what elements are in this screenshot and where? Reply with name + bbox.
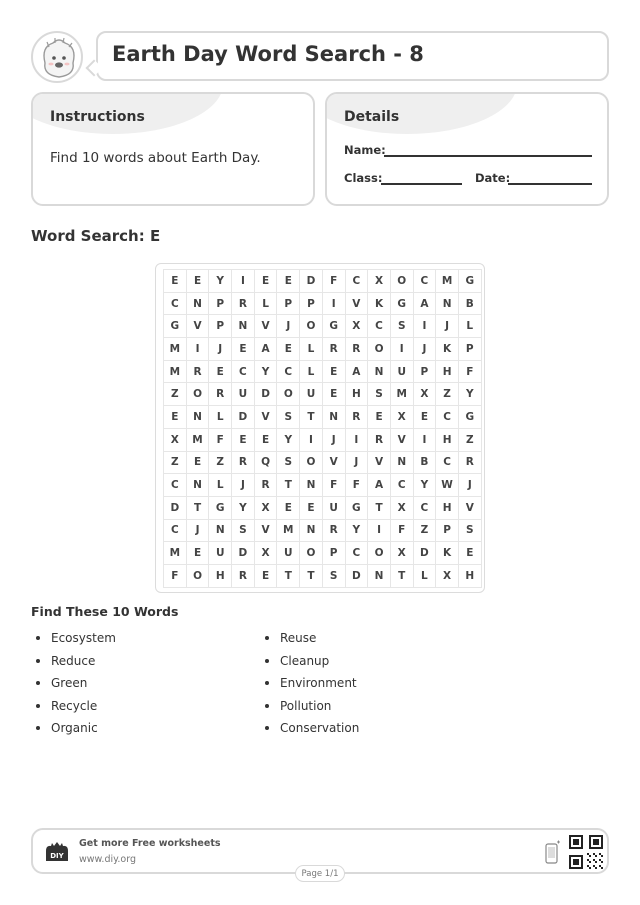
grid-cell[interactable]: J (436, 315, 459, 338)
grid-cell[interactable]: N (391, 452, 414, 475)
word-search-board (155, 263, 485, 593)
grid-cell[interactable]: V (368, 452, 391, 475)
word-label: Cleanup (280, 653, 330, 668)
grid-cell[interactable]: P (414, 361, 437, 384)
word-list-item (31, 627, 116, 650)
grid-cell[interactable]: C (391, 474, 414, 497)
grid-cell[interactable]: P (277, 293, 300, 316)
grid-cell[interactable]: Z (436, 383, 459, 406)
grid-cell[interactable]: I (346, 429, 369, 452)
grid-cell[interactable]: E (414, 406, 437, 429)
grid-cell[interactable]: V (323, 452, 346, 475)
grid-cell[interactable]: I (232, 270, 255, 293)
grid-cell[interactable]: X (255, 542, 278, 565)
class-label: Class: (344, 171, 383, 185)
grid-cell[interactable]: I (323, 293, 346, 316)
grid-cell[interactable]: H (459, 565, 482, 588)
class-field[interactable] (381, 183, 462, 185)
word-list-item (260, 650, 359, 673)
grid-cell[interactable]: L (255, 293, 278, 316)
grid-cell[interactable]: C (277, 361, 300, 384)
details-heading: Details (344, 109, 400, 125)
word-label: Organic (51, 721, 98, 736)
grid-cell[interactable]: Y (255, 361, 278, 384)
bullet-icon (36, 726, 40, 730)
grid-cell[interactable]: N (187, 293, 210, 316)
grid-cell[interactable]: G (459, 270, 482, 293)
grid-cell[interactable]: J (187, 520, 210, 543)
grid-cell[interactable]: C (368, 315, 391, 338)
diy-logo-icon[interactable] (43, 839, 71, 867)
grid-cell[interactable]: C (346, 542, 369, 565)
grid-cell[interactable]: R (255, 474, 278, 497)
grid-cell[interactable]: E (164, 270, 187, 293)
grid-cell[interactable]: X (391, 406, 414, 429)
word-list-item (260, 695, 359, 718)
grid-cell[interactable]: D (164, 497, 187, 520)
grid-cell[interactable]: C (436, 452, 459, 475)
word-list-item (260, 717, 359, 740)
grid-cell[interactable]: U (232, 383, 255, 406)
grid-cell[interactable]: E (232, 338, 255, 361)
words-heading: Find These 10 Words (31, 604, 179, 619)
grid-cell[interactable]: M (436, 270, 459, 293)
grid-cell[interactable]: L (209, 406, 232, 429)
grid-cell[interactable]: D (346, 565, 369, 588)
grid-cell[interactable]: M (277, 520, 300, 543)
grid-cell[interactable]: Y (459, 383, 482, 406)
mascot-avatar (31, 31, 83, 83)
word-label: Pollution (280, 698, 332, 713)
grid-cell[interactable]: O (187, 565, 210, 588)
grid-cell[interactable]: P (300, 293, 323, 316)
grid-cell[interactable]: H (436, 497, 459, 520)
grid-cell[interactable]: V (346, 293, 369, 316)
grid-cell[interactable]: D (232, 406, 255, 429)
grid-cell[interactable]: Z (164, 452, 187, 475)
grid-cell[interactable]: C (414, 270, 437, 293)
phone-icon (543, 840, 561, 866)
grid-cell[interactable]: G (209, 497, 232, 520)
grid-cell[interactable]: Z (209, 452, 232, 475)
grid-cell[interactable]: R (232, 565, 255, 588)
grid-cell[interactable]: E (323, 383, 346, 406)
word-label: Reuse (280, 631, 317, 646)
grid-cell[interactable]: P (436, 520, 459, 543)
grid-cell[interactable]: E (187, 270, 210, 293)
grid-cell[interactable]: E (277, 497, 300, 520)
grid-cell[interactable]: A (414, 293, 437, 316)
bullet-icon (265, 681, 269, 685)
grid-cell[interactable]: B (414, 452, 437, 475)
grid-cell[interactable]: O (391, 270, 414, 293)
grid-cell[interactable]: T (391, 565, 414, 588)
grid-cell[interactable]: U (300, 383, 323, 406)
grid-cell[interactable]: F (323, 474, 346, 497)
grid-cell[interactable]: J (346, 452, 369, 475)
grid-cell[interactable]: O (300, 315, 323, 338)
grid-cell[interactable]: P (209, 315, 232, 338)
grid-cell[interactable]: J (232, 474, 255, 497)
grid-cell[interactable]: J (323, 429, 346, 452)
grid-cell[interactable]: W (436, 474, 459, 497)
grid-cell[interactable]: C (232, 361, 255, 384)
grid-cell[interactable]: T (300, 565, 323, 588)
grid-cell[interactable]: E (164, 406, 187, 429)
word-list-item (260, 672, 359, 695)
grid-cell[interactable]: K (436, 338, 459, 361)
grid-cell[interactable]: U (209, 542, 232, 565)
grid-cell[interactable]: U (323, 497, 346, 520)
grid-cell[interactable]: D (232, 542, 255, 565)
grid-cell[interactable]: R (232, 452, 255, 475)
grid-cell[interactable]: D (300, 270, 323, 293)
grid-cell[interactable]: E (187, 452, 210, 475)
word-list-right (260, 627, 359, 740)
word-label: Reduce (51, 653, 96, 668)
grid-cell[interactable]: Y (209, 270, 232, 293)
grid-cell[interactable]: O (368, 338, 391, 361)
grid-cell[interactable]: G (391, 293, 414, 316)
grid-cell[interactable]: K (436, 542, 459, 565)
grid-cell[interactable]: E (209, 361, 232, 384)
word-list-item (31, 650, 116, 673)
grid-cell[interactable]: L (300, 361, 323, 384)
grid-cell[interactable]: J (459, 474, 482, 497)
grid-cell[interactable]: X (436, 565, 459, 588)
bullet-icon (265, 704, 269, 708)
puzzle-heading: Word Search: E (31, 227, 161, 245)
grid-cell[interactable]: T (187, 497, 210, 520)
bullet-icon (36, 636, 40, 640)
grid-cell[interactable]: I (187, 338, 210, 361)
grid-cell[interactable]: E (255, 429, 278, 452)
grid-cell[interactable]: R (187, 361, 210, 384)
date-field[interactable] (508, 183, 592, 185)
grid-cell[interactable]: Y (232, 497, 255, 520)
grid-cell[interactable]: S (368, 383, 391, 406)
grid-cell[interactable]: M (164, 338, 187, 361)
grid-cell[interactable]: L (459, 315, 482, 338)
grid-cell[interactable]: F (323, 270, 346, 293)
grid-cell[interactable]: H (436, 429, 459, 452)
name-label: Name: (344, 143, 386, 157)
grid-cell[interactable]: N (368, 361, 391, 384)
grid-cell[interactable]: E (459, 542, 482, 565)
grid-cell[interactable]: N (323, 406, 346, 429)
grid-cell[interactable]: C (164, 293, 187, 316)
grid-cell[interactable]: S (459, 520, 482, 543)
word-label: Ecosystem (51, 631, 116, 646)
footer-url[interactable]: www.diy.org (79, 854, 136, 865)
grid-cell[interactable]: L (414, 565, 437, 588)
grid-cell[interactable]: V (459, 497, 482, 520)
grid-cell[interactable]: C (414, 497, 437, 520)
grid-cell[interactable]: F (459, 361, 482, 384)
grid-cell[interactable]: A (255, 338, 278, 361)
grid-cell[interactable]: N (209, 520, 232, 543)
bullet-icon (36, 704, 40, 708)
grid-cell[interactable]: V (255, 520, 278, 543)
word-list-item (31, 672, 116, 695)
word-label: Conservation (280, 721, 360, 736)
grid-cell[interactable]: S (232, 520, 255, 543)
grid-cell[interactable]: F (164, 565, 187, 588)
grid-cell[interactable]: R (346, 406, 369, 429)
grid-cell[interactable]: C (164, 520, 187, 543)
bullet-icon (36, 659, 40, 663)
grid-cell[interactable]: G (459, 406, 482, 429)
grid-cell[interactable]: M (391, 383, 414, 406)
grid-cell[interactable]: J (277, 315, 300, 338)
grid-cell[interactable]: V (255, 406, 278, 429)
grid-cell[interactable]: X (368, 270, 391, 293)
grid-cell[interactable]: X (164, 429, 187, 452)
grid-cell[interactable]: Y (346, 520, 369, 543)
grid-cell[interactable]: O (277, 383, 300, 406)
grid-cell[interactable]: E (255, 565, 278, 588)
grid-cell[interactable]: X (255, 497, 278, 520)
grid-cell[interactable]: T (300, 406, 323, 429)
grid-cell[interactable]: K (368, 293, 391, 316)
grid-cell[interactable]: S (277, 406, 300, 429)
grid-cell[interactable]: N (232, 315, 255, 338)
grid-cell[interactable]: F (391, 520, 414, 543)
grid-cell[interactable]: E (323, 361, 346, 384)
grid-cell[interactable]: E (187, 542, 210, 565)
footer-promo: Get more Free worksheets (79, 838, 221, 849)
word-list-item (31, 695, 116, 718)
instructions-text: Find 10 words about Earth Day. (50, 150, 261, 166)
grid-cell[interactable]: A (368, 474, 391, 497)
title-banner (96, 31, 609, 81)
grid-cell[interactable]: O (368, 542, 391, 565)
grid-cell[interactable]: T (277, 474, 300, 497)
page-indicator: Page 1/1 (295, 865, 345, 882)
grid-cell[interactable]: Q (255, 452, 278, 475)
grid-cell[interactable]: E (300, 497, 323, 520)
grid-cell[interactable]: G (164, 315, 187, 338)
grid-cell[interactable]: C (164, 474, 187, 497)
grid-cell[interactable]: E (255, 270, 278, 293)
grid-cell[interactable]: O (300, 542, 323, 565)
grid-cell[interactable]: D (414, 542, 437, 565)
date-label: Date: (475, 171, 511, 185)
word-list-left (31, 627, 116, 740)
grid-cell[interactable]: Z (164, 383, 187, 406)
page-title: Earth Day Word Search - 8 (112, 42, 424, 66)
bullet-icon (265, 659, 269, 663)
letter-grid (163, 269, 482, 588)
grid-cell[interactable]: L (209, 474, 232, 497)
grid-cell[interactable]: E (232, 429, 255, 452)
grid-cell[interactable]: G (346, 497, 369, 520)
word-list-item (260, 627, 359, 650)
grid-cell[interactable]: N (187, 474, 210, 497)
grid-cell[interactable]: I (414, 315, 437, 338)
grid-cell[interactable]: H (436, 361, 459, 384)
grid-cell[interactable]: R (346, 338, 369, 361)
grid-cell[interactable]: N (300, 520, 323, 543)
grid-cell[interactable]: I (391, 338, 414, 361)
grid-cell[interactable]: Y (414, 474, 437, 497)
grid-cell[interactable]: E (368, 406, 391, 429)
grid-cell[interactable]: J (209, 338, 232, 361)
grid-cell[interactable]: I (300, 429, 323, 452)
grid-cell[interactable]: N (187, 406, 210, 429)
grid-cell[interactable]: C (346, 270, 369, 293)
grid-cell[interactable]: S (277, 452, 300, 475)
instructions-card (31, 92, 315, 206)
grid-cell[interactable]: L (300, 338, 323, 361)
name-field[interactable] (384, 155, 592, 157)
grid-cell[interactable]: M (164, 361, 187, 384)
grid-cell[interactable]: O (300, 452, 323, 475)
logo-text: DIY (50, 852, 64, 860)
grid-cell[interactable]: I (414, 429, 437, 452)
grid-cell[interactable]: R (323, 338, 346, 361)
grid-cell[interactable]: X (346, 315, 369, 338)
grid-cell[interactable]: B (459, 293, 482, 316)
grid-cell[interactable]: X (414, 383, 437, 406)
grid-cell[interactable]: H (209, 565, 232, 588)
grid-cell[interactable]: S (323, 565, 346, 588)
bullet-icon (265, 636, 269, 640)
grid-cell[interactable]: H (346, 383, 369, 406)
grid-cell[interactable]: P (209, 293, 232, 316)
grid-cell[interactable]: Z (414, 520, 437, 543)
grid-cell[interactable]: P (323, 542, 346, 565)
grid-cell[interactable]: N (368, 565, 391, 588)
grid-cell[interactable]: M (164, 542, 187, 565)
word-label: Environment (280, 676, 357, 691)
grid-cell[interactable]: N (436, 293, 459, 316)
grid-cell[interactable]: O (187, 383, 210, 406)
grid-cell[interactable]: F (209, 429, 232, 452)
grid-cell[interactable]: G (323, 315, 346, 338)
grid-cell[interactable]: X (391, 542, 414, 565)
bullet-icon (265, 726, 269, 730)
word-label: Green (51, 676, 88, 691)
grid-cell[interactable]: I (368, 520, 391, 543)
grid-cell[interactable]: T (277, 565, 300, 588)
grid-cell[interactable]: M (187, 429, 210, 452)
details-card (325, 92, 609, 206)
grid-cell[interactable]: S (391, 315, 414, 338)
grid-cell[interactable]: E (277, 270, 300, 293)
grid-cell[interactable]: E (277, 338, 300, 361)
grid-cell[interactable]: C (436, 406, 459, 429)
grid-cell[interactable]: R (209, 383, 232, 406)
grid-cell[interactable]: D (255, 383, 278, 406)
grid-cell[interactable]: R (232, 293, 255, 316)
grid-cell[interactable]: Z (459, 429, 482, 452)
grid-cell[interactable]: U (391, 361, 414, 384)
grid-cell[interactable]: R (459, 452, 482, 475)
mascot-icon (33, 33, 83, 83)
grid-cell[interactable]: V (187, 315, 210, 338)
grid-cell[interactable]: V (255, 315, 278, 338)
grid-cell[interactable]: Y (277, 429, 300, 452)
grid-cell[interactable]: P (459, 338, 482, 361)
grid-cell[interactable]: N (300, 474, 323, 497)
grid-cell[interactable]: R (368, 429, 391, 452)
qr-code-icon[interactable] (569, 835, 603, 869)
word-list-item (31, 717, 116, 740)
instructions-heading: Instructions (50, 109, 145, 125)
grid-cell[interactable]: T (368, 497, 391, 520)
grid-cell[interactable]: U (277, 542, 300, 565)
grid-cell[interactable]: X (391, 497, 414, 520)
word-label: Recycle (51, 698, 98, 713)
grid-cell[interactable]: A (346, 361, 369, 384)
grid-cell[interactable]: V (391, 429, 414, 452)
grid-cell[interactable]: R (323, 520, 346, 543)
bullet-icon (36, 681, 40, 685)
grid-cell[interactable]: F (346, 474, 369, 497)
grid-cell[interactable]: J (414, 338, 437, 361)
